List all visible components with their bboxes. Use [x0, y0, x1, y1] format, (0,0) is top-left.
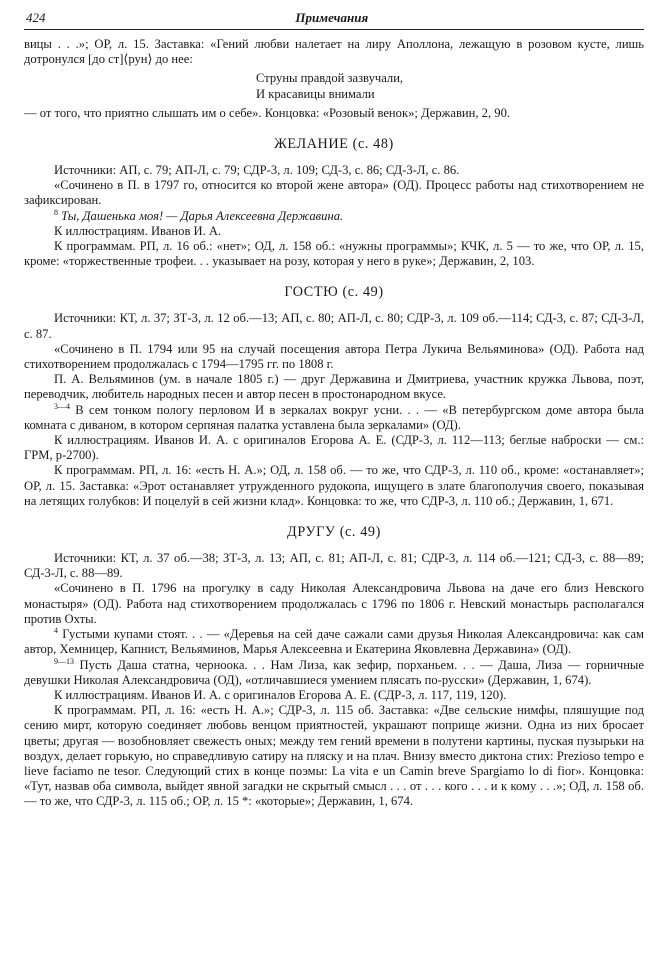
illustrations-note: К иллюстрациям. Иванов И. А. с оригиналов Егорова А. Е. (СДР-3, л. 117, 119, 120).	[54, 687, 507, 702]
line-note: $^4$ Густыми купами стоят. . . — «Деревья на сей даче сажали сами друзья Николая Александровича: как сам автор, Хемницер, Капнист, Вельяминов, Марья Алексеевна и Екатерина Яковлевна Державина» (ОД).	[24, 626, 645, 657]
note-paragraph: «Сочинено в П. 1796 на прогулку в саду Николая Александровича Львова на даче его близ Невского монастыря» (ОД). Работа над стихотворением продолжалась с 1796 по 1806 г. Невский монастырь располагался против Охты.	[24, 581, 644, 626]
section-heading: ДРУГУ (с. 49)	[287, 524, 381, 541]
line-ref: 8	[54, 207, 58, 217]
verse-line: И красавицы внимали	[256, 86, 375, 101]
line-ref: 4	[54, 626, 58, 636]
sources-paragraph: Источники: АП, с. 79; АП-Л, с. 79; СДР-3, л. 109; СД-3, с. 86; СД-3-Л, с. 86.	[54, 163, 460, 178]
sources-paragraph: Источники: КТ, л. 37; ЗТ-3, л. 12 об.—13; АП, с. 80; АП-Л, с. 80; СДР-3, л. 109 об.—114; СД-3, с. 87; СД-3-Л, с. 87.	[24, 311, 644, 341]
carryover-paragraph: — от того, что приятно слышать им о себе». Концовка: «Розовый венок»; Державин, 2, 90.	[24, 105, 511, 120]
note-paragraph: «Сочинено в П. в 1797 го, относится ко второй жене автора» (ОД). Процесс работы над стихотворением не зафиксирован.	[24, 178, 644, 208]
line-ref: 9—13	[54, 656, 74, 666]
verse-line: Струны правдой зазвучали,	[256, 71, 404, 86]
verse-quote	[256, 71, 644, 101]
note-paragraph: П. А. Вельяминов (ум. в начале 1805 г.) — друг Державина и Дмитриева, участник кружка Львова, поэт, переводчик, любитель народных песен и автор песен в простонародном вкусе.	[24, 372, 644, 402]
illustrations-note: К иллюстрациям. Иванов И. А.	[54, 223, 222, 238]
section-heading: ГОСТЮ (с. 49)	[284, 284, 384, 301]
sources-paragraph: Источники: КТ, л. 37 об.—38; ЗТ-3, л. 13; АП, с. 81; АП-Л, с. 81; СДР-3, л. 114 об.—121; СД-3, с. 88—89; СД-3-Л, с. 88—89.	[24, 551, 644, 581]
line-note: $^8$ Ты, Дашенька моя! — Дарья Алексеевна Державина.	[54, 207, 344, 223]
page-number: 424	[26, 10, 46, 25]
illustrations-note: К иллюстрациям. Иванов И. А. с оригиналов Егорова А. Е. (СДР-3, л. 112—113; беглые наброски — см.: ГРМ, р-2700).	[24, 433, 644, 463]
line-note: $^{9—13}$ Пусть Даша статна, черноока. . . Нам Лиза, как зефир, порханьем. . . — Даша, Лиза — горничные девушки Николая Александровича (ОД), «отличавшиеся умением плясать по-русски» (Державин, 1, 674).	[24, 656, 644, 687]
programs-note: К программам. РП, л. 16: «есть Н. А.»; СДР-3, л. 115 об. Заставка: «Две сельские нимфы, пляшущие под сению мирт, которую соединяет любовь венцом приятностей, украшают поприще жизни. Одна из них бросает цветы; другая — возобновляет свежесть оных; между тем гений времени в полутени картины, пуская пузырьки на воздух, делает горькую, но справедливую сатиру на пляску и на плач. Внизу вместо диктона стих: Prezioso tempo e lieve faciamo ne tesor. Следующий стих в конце поэмы: La vita e un Camin breve Spargiamo lo di fior». Концовка: «Тут, назвав оба символа, выйдет явной загадки не скрытый смысл . . . от . . . кого . . . и к кому . . .»; ОД, л. 158 об. — то же, что СДР-3, л. 115 об.; ОР, л. 15 *: «которые»; Державин, 1, 674.	[24, 703, 644, 809]
programs-note: К программам. РП, л. 16 об.: «нет»; ОД, л. 158 об.: «нужны программы»; КЧК, л. 5 — то же, что ОР, л. 15, кроме: «торжественные трофеи. . . указывает на розу, которая у него в руке»; Державин, 2, 103.	[24, 239, 644, 269]
running-title: Примечания	[295, 10, 369, 25]
section-heading: ЖЕЛАНИЕ (с. 48)	[274, 136, 394, 153]
note-paragraph: «Сочинено в П. 1794 или 95 на случай посещения автора Петра Лукича Вельяминова» (ОД). Работа над стихотворением продолжалась с 1794—1795 гг. по 1808 г.	[24, 341, 644, 372]
carryover-paragraph: вицы . . .»; ОР, л. 15. Заставка: «Гений любви налетает на лиру Аполлона, лежащую в розовом кусте, лишь дотронулся [до ст]⟨рун⟩ до нее:	[24, 37, 644, 67]
running-head	[24, 10, 644, 30]
programs-note: К программам. РП, л. 16: «есть Н. А.»; ОД, л. 158 об. — то же, что СДР-3, л. 110 об., кроме: «останавляет»; ОР, л. 15. Заставка: «Эрот останавляет утружденного рудокопа, ищущего в злате благополучия своего, показывая на летящих голубков: И поцелуй в сей жизни клад». Концовка: то же, что СДР-3, л. 110 об.; Державин, 1, 671.	[24, 463, 644, 508]
line-ref: 3—4	[54, 401, 70, 411]
line-note: $^{3—4}$ В сем тонком пологу перловом И в зеркалах вокруг усни. . . — «В петербургском доме автора была комната с диваном, в котором серпяная палатка уставлена была зеркалами» (ОД).	[24, 401, 644, 432]
